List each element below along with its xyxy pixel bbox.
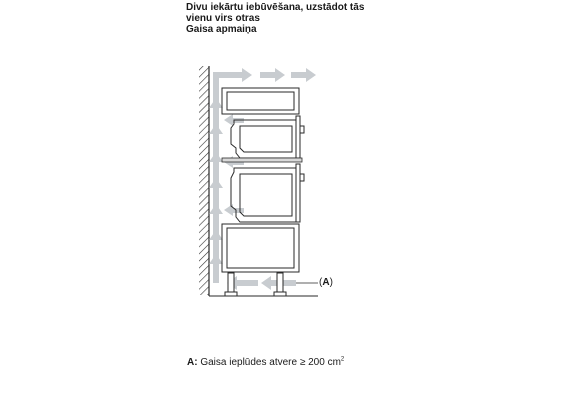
lower-oven-handle: [300, 174, 304, 181]
callout-open: (: [319, 277, 323, 288]
top-cabinet-inner: [227, 92, 294, 110]
caption: [187, 357, 344, 369]
heading-line-1: Divu iekārtu iebūvēšana, uzstādot tās: [186, 2, 365, 13]
heading-line-2: vienu virs otras: [186, 13, 260, 24]
airflow-arrow-icon: [213, 72, 243, 78]
bottom-cabinet-outer: [222, 224, 299, 272]
caption-letter: A:: [187, 357, 198, 368]
airflow-arrow-icon: [260, 72, 276, 78]
caption-text: Gaisa ieplūdes atvere ≥ 200 cm: [197, 357, 341, 368]
wall-hatch-icon: [199, 66, 209, 295]
airflow-arrow-icon: [291, 72, 307, 78]
heading-line-3: Gaisa apmaiņa: [186, 24, 257, 35]
lower-oven-cavity: [240, 174, 292, 216]
airflow-arrow-icon: [236, 280, 258, 286]
left-foot: [228, 273, 234, 293]
airflow-arrow-icon: [224, 204, 233, 216]
bottom-cabinet: [222, 224, 299, 272]
airflow-arrow-icon: [242, 68, 252, 82]
bottom-cabinet-inner: [227, 228, 294, 268]
left-foot-base: [225, 292, 237, 296]
airflow-arrow-icon: [261, 276, 271, 290]
right-foot-base: [274, 292, 286, 296]
airflow-arrow-icon: [275, 68, 285, 82]
middle-shelf: [222, 158, 302, 162]
top-cabinet: [222, 88, 299, 114]
right-foot: [277, 273, 283, 293]
wall: [199, 66, 209, 296]
airflow-arrow-icon: [306, 68, 316, 82]
airflow-arrow-icon: [224, 114, 233, 126]
caption-superscript: 2: [340, 356, 345, 363]
callout-letter: A: [322, 277, 330, 288]
upper-oven-cavity: [240, 126, 292, 152]
lower-oven-door: [296, 164, 300, 222]
lower-oven: [231, 164, 304, 222]
upper-oven-door: [296, 116, 300, 158]
lower-oven-body: [231, 168, 296, 222]
upper-oven-handle: [300, 126, 304, 133]
callout-a: [319, 277, 333, 289]
callout-close: ): [329, 277, 333, 288]
